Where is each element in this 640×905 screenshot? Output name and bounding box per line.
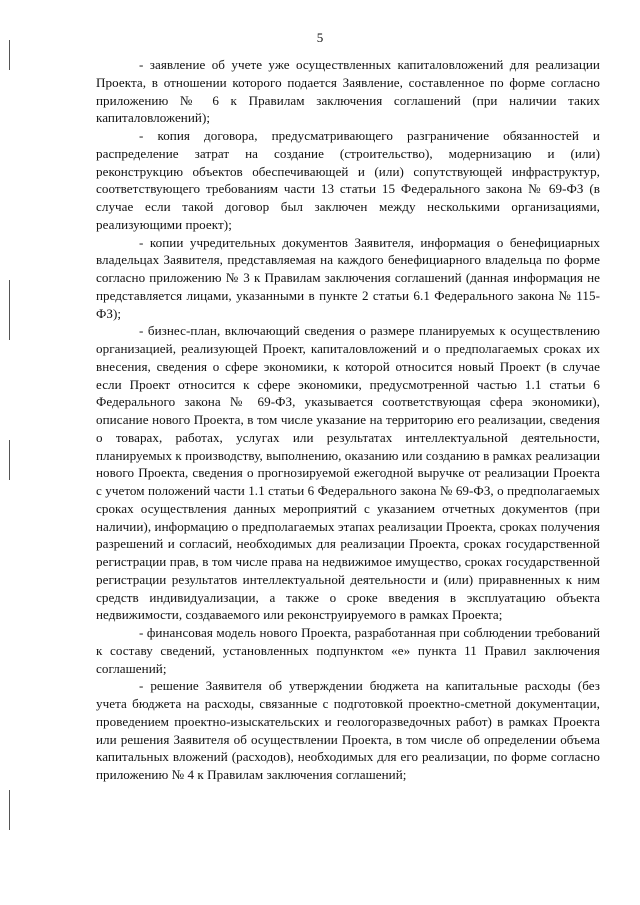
paragraph-investment-statement: - заявление об учете уже осуществленных капиталовложений для реализации Проекта, в отношении которого подается Заявление, составленное по форме согласно приложению № 6 к Правилам заключения соглашений (при наличии таких капиталовложений);	[96, 57, 600, 126]
document-body	[96, 56, 600, 784]
scan-edge-mark	[9, 280, 10, 340]
scan-edge-mark	[9, 790, 10, 830]
paragraph-contract-copy: - копия договора, предусматривающего разграничение обязанностей и распределение затрат на создание (строительство), модернизацию и (или) реконструкцию объектов обеспечивающей и (или) сопутствующей инфраструктур, соответствующего требованиям части 13 статьи 15 Федерального закона № 69-ФЗ (в случае если такой договор был заключен между несколькими организациями, реализующими проект);	[96, 128, 600, 232]
paragraph-budget-decision: - решение Заявителя об утверждении бюджета на капитальные расходы (без учета бюджета на расходы, связанные с подготовкой проектно-сметной документации, проведением проектно-изыскательских и геологоразведочных работ) в рамках Проекта или решения Заявителя об осуществлении Проекта, в том числе об определении объема капитальных вложений (расходов), необходимых для его реализации, по форме согласно приложению № 4 к Правилам заключения соглашений;	[96, 678, 600, 782]
paragraph-business-plan: - бизнес-план, включающий сведения о размере планируемых к осуществлению организацией, реализующей Проект, капиталовложений и о предполагаемых сроках их внесения, сведения о сфере экономики, к которой относится новый Проект (в случае если Проект относится к сфере экономики, предусмотренной частью 1.1 статьи 6 Федерального закона № 69-ФЗ, указывается соответствующая сфера экономики), описание нового Проекта, в том числе указание на территорию его реализации, сведения о товарах, работах, услугах или результатах интеллектуальной деятельности, планируемых к производству, выполнению, оказанию или созданию в рамках реализации нового Проекта, сведения о прогнозируемой ежегодной выручке от реализации Проекта с учетом положений части 1.1 статьи 6 Федерального закона № 69-ФЗ, о предполагаемых сроках осуществления данных мероприятий с указанием отчетных документов (при наличии), информацию о предполагаемых этапах реализации Проекта, сроках получения разрешений и согласий, необходимых для реализации Проекта, сроках государственной регистрации прав, в том числе права на недвижимое имущество, сроках государственной регистрации результатов интеллектуальной деятельности и (или) приравненных к ним средств индивидуализации, а также о сроке введения в эксплуатацию объекта недвижимости, создаваемого или реконструируемого в рамках Проекта;	[96, 323, 600, 623]
paragraph-founding-documents: - копии учредительных документов Заявителя, информация о бенефициарных владельцах Заявителя, представляемая на каждого бенефициарного владельца по форме согласно приложению № 3 к Правилам заключения соглашений (данная информация не представляется лицами, указанными в пункте 2 статьи 6.1 Федерального закона № 115-ФЗ);	[96, 234, 600, 321]
scan-edge-mark	[9, 440, 10, 480]
paragraph-financial-model: - финансовая модель нового Проекта, разработанная при соблюдении требований к составу сведений, установленных подпунктом «е» пункта 11 Правил заключения соглашений;	[96, 625, 600, 676]
page-number: 5	[316, 30, 324, 45]
